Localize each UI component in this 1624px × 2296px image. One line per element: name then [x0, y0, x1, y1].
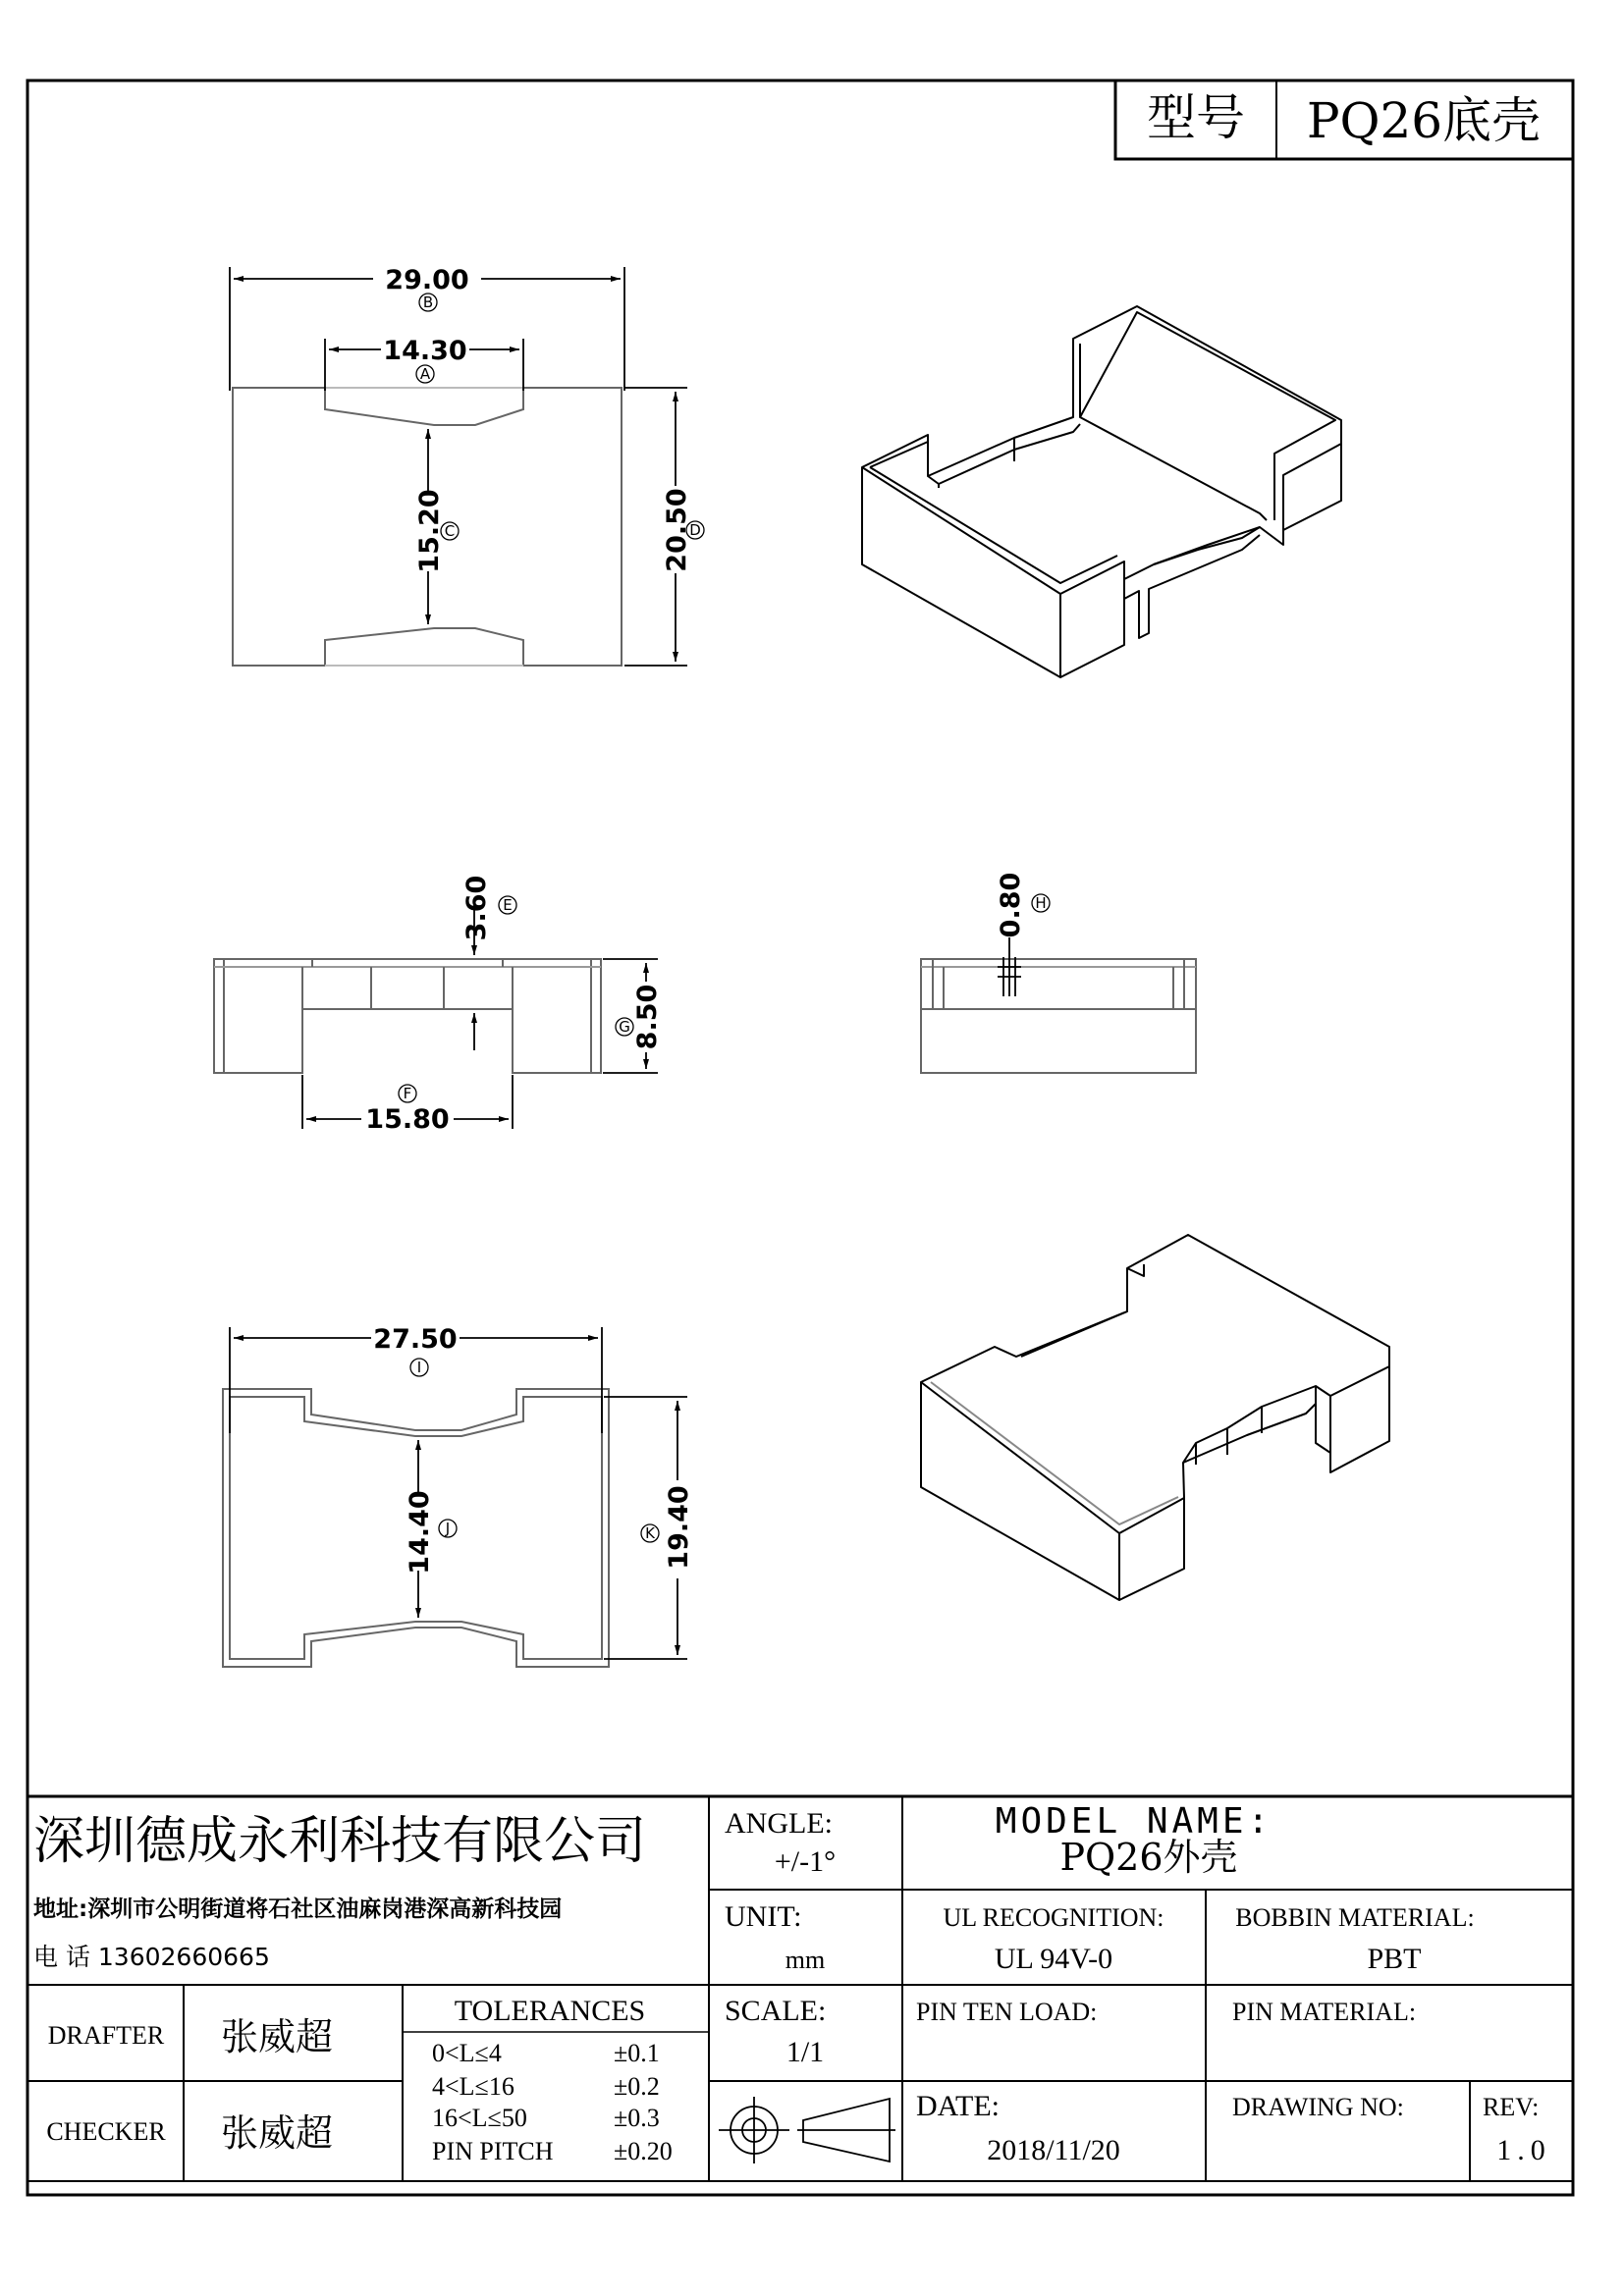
dim-D-value: 20.50	[662, 488, 692, 572]
company-phone: 电 话 13602660665	[33, 1943, 270, 1971]
tol-range-3: PIN PITCH	[432, 2137, 554, 2165]
angle-value: +/-1°	[774, 1845, 837, 1878]
dim-I-tag: I	[416, 1359, 422, 1376]
iso-view-bottom-solid	[921, 1235, 1389, 1600]
dim-B-tag: B	[422, 294, 434, 311]
dim-J-tag: J	[445, 1520, 451, 1537]
dim-F-tag: F	[403, 1085, 412, 1102]
angle-label: ANGLE:	[725, 1807, 833, 1840]
dim-E-value: 3.60	[461, 875, 492, 941]
header-model-label: 型号	[1147, 89, 1245, 146]
dim-G-tag: G	[619, 1018, 630, 1036]
company-name: 深圳德成永利科技有限公司	[33, 1812, 647, 1871]
dim-F-value: 15.80	[365, 1104, 450, 1135]
tol-value-0: ±0.1	[614, 2039, 660, 2067]
dim-E-tag: E	[503, 896, 513, 914]
scale-value: 1/1	[785, 2036, 825, 2068]
model-name-value: PQ26外壳	[1059, 1836, 1238, 1879]
drawing-no-label: DRAWING NO:	[1232, 2093, 1404, 2121]
ul-recognition-label: UL RECOGNITION:	[943, 1903, 1164, 1932]
dim-H-value: 0.80	[996, 872, 1026, 938]
dim-G-value: 8.50	[632, 984, 663, 1050]
dim-C-value: 15.20	[414, 489, 445, 573]
model-name-label: MODEL NAME:	[995, 1801, 1273, 1842]
unit-value: mm	[785, 1946, 826, 1974]
tol-range-1: 4<L≤16	[432, 2072, 514, 2101]
bobbin-material-label: BOBBIN MATERIAL:	[1235, 1903, 1475, 1932]
dimension-lines-view4	[230, 1327, 687, 1659]
dim-D-tag: D	[689, 521, 701, 539]
front-view	[214, 959, 601, 1073]
dim-I-value: 27.50	[373, 1324, 458, 1355]
dimension-lines-view1	[230, 267, 687, 666]
unit-label: UNIT:	[725, 1900, 802, 1933]
dim-A-value: 14.30	[383, 336, 467, 366]
scale-label: SCALE:	[725, 1995, 827, 2027]
tol-range-2: 16<L≤50	[432, 2104, 527, 2132]
drafter-label: DRAFTER	[47, 2021, 165, 2050]
dim-C-tag: C	[444, 522, 456, 540]
date-label: DATE:	[916, 2090, 1000, 2122]
tol-range-0: 0<L≤4	[432, 2039, 502, 2067]
dim-K-tag: K	[645, 1524, 655, 1542]
tol-value-3: ±0.20	[614, 2137, 673, 2165]
ul-recognition-value: UL 94V-0	[994, 1943, 1113, 1975]
pin-material-label: PIN MATERIAL:	[1232, 1998, 1417, 2026]
tolerances-label: TOLERANCES	[454, 1995, 646, 2027]
pin-ten-load-label: PIN TEN LOAD:	[916, 1998, 1098, 2026]
bobbin-material-value: PBT	[1367, 1943, 1422, 1975]
side-view	[921, 959, 1196, 1073]
iso-view-bottom-shell	[862, 306, 1341, 677]
tol-value-2: ±0.3	[614, 2104, 660, 2132]
checker-name: 张威超	[220, 2111, 334, 2155]
header-model-box	[1115, 80, 1573, 159]
company-address: 地址:深圳市公明街道将石社区油麻岗港深高新科技园	[33, 1896, 563, 1922]
drafter-name: 张威超	[220, 2015, 334, 2058]
dim-A-tag: A	[419, 365, 431, 383]
header-model-value: PQ26底壳	[1306, 92, 1542, 149]
rev-label: REV:	[1483, 2093, 1540, 2121]
dim-K-value: 19.40	[664, 1485, 694, 1570]
dim-H-tag: H	[1035, 894, 1047, 912]
dim-J-value: 14.40	[405, 1490, 435, 1575]
dim-B-value: 29.00	[385, 265, 469, 295]
rev-value: 1.0	[1496, 2134, 1551, 2166]
tol-value-1: ±0.2	[614, 2072, 660, 2101]
dimension-lines-view3	[998, 937, 1021, 996]
checker-label: CHECKER	[46, 2117, 166, 2146]
projection-symbol-icon	[719, 2097, 895, 2163]
date-value: 2018/11/20	[987, 2134, 1120, 2166]
